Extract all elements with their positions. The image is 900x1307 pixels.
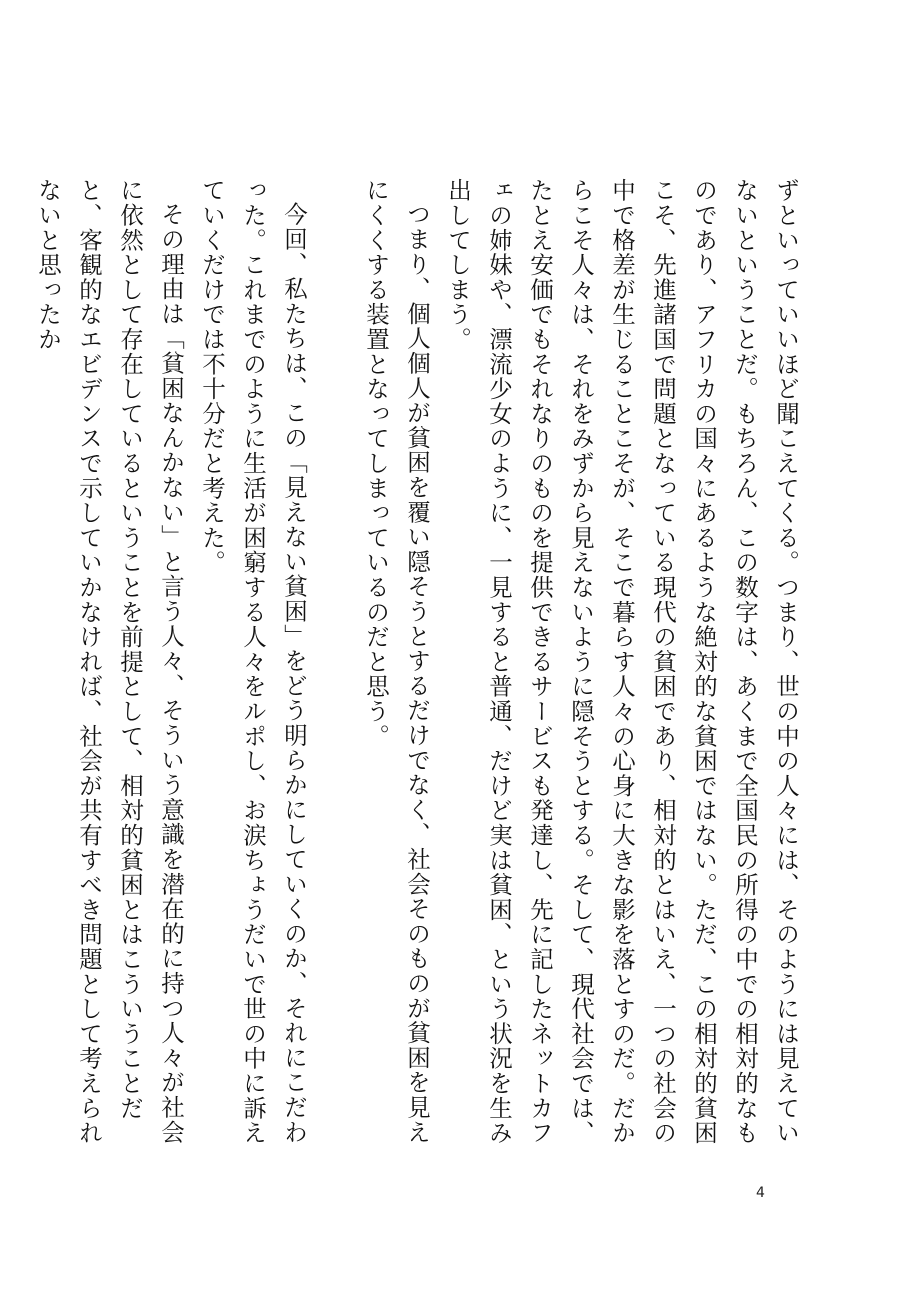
paragraph: その理由は「貧困なんかない」と言う人々、そういう意識を潜在的に持つ人々が社会に依然として存在しているということを前提として、相対的貧困とはこういうことだと、客観的なエビデンスで示していかなければ、社会が共有すべき問題として考えられないと思ったか [34, 178, 185, 1146]
page-number: 4 [756, 1185, 765, 1201]
paragraph-continued: ずといっていいほど聞こえてくる。つまり、世の中の人々には、そのようには見えていないということだ。もちろん、この数字は、あくまで全国民の所得の中での相対的なものであり、アフリカの国々にあるような絶対的な貧困ではない。ただ、この相対的貧困こそ、先進諸国で問題となっている現代の貧困であり、相対的とはいえ、一つの社会の中で格差が生じることこそが、そこで暮らす人々の心身に大きな影を落とすのだ。だからこそ人々は、それをみずから見えないように隠そうとする。そして、現代社会では、たとえ安価でもそれなりのものを提供できるサービスも発達し、先に記したネットカフェの姉妹や、漂流少女のように、一見すると普通、だけど実は貧困、という状況を生み出してしまう。 [444, 178, 800, 1146]
vertical-body-text [27, 178, 806, 1168]
paragraph: つまり、個人個人が貧困を覆い隠そうとするだけでなく、社会そのものが貧困を見えにくくする装置となってしまっているのだと思う。 [362, 178, 431, 1144]
paragraph: 今回、私たちは、この「見えない貧困」をどう明らかにしていくのか、それにこだわった。これまでのように生活が困窮する人々をルポし、お涙ちょうだいで世の中に訴えていくだけでは不十分だと考えた。 [198, 178, 308, 1146]
